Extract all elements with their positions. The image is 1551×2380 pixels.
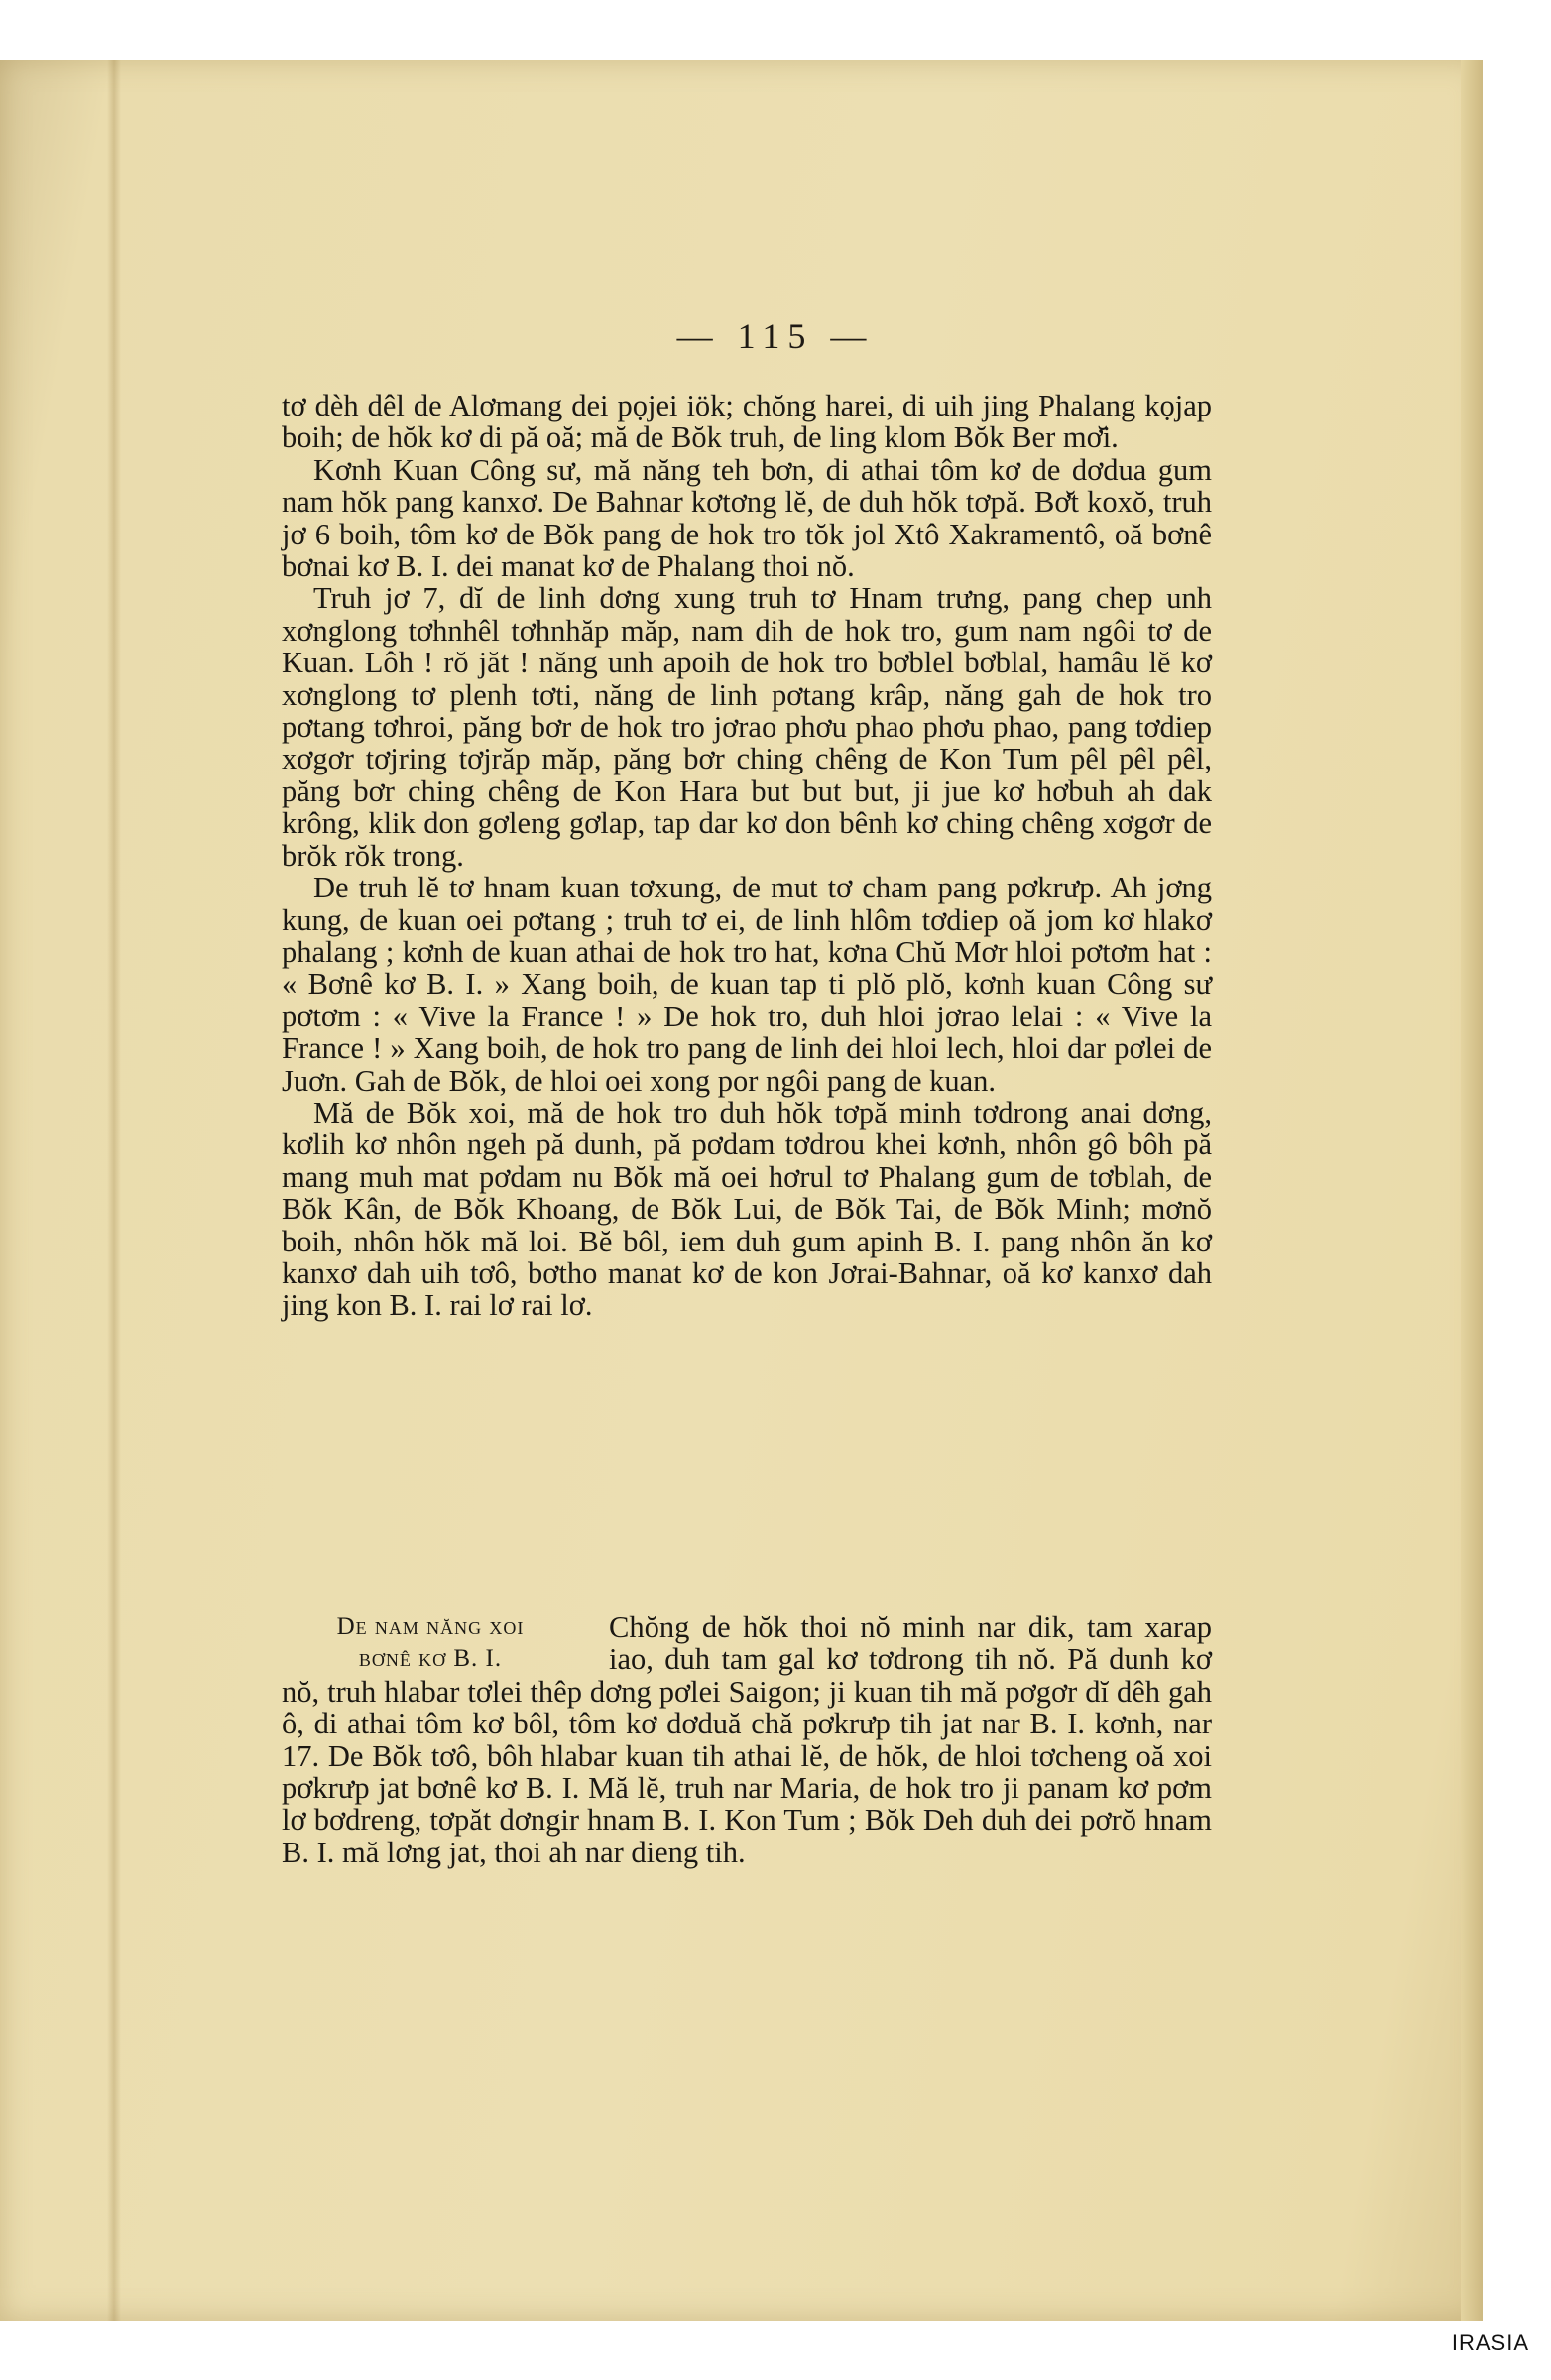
section-title-line: De nam năng xoi: [336, 1613, 525, 1640]
section-block: [282, 1611, 1212, 1868]
section-text: Chŏng de hŏk thoi nŏ minh nar dik, tam xarap iao, duh tam gal kơ tơdrong tih nŏ. Pă dunh kơ nŏ, truh hlabar tơlei thêp dơng pơlei Saigon; ji kuan tih mă pơgơr dĭ dêh gah ô, di athai tôm kơ bôl, tôm kơ dơduă chă pơkrưp tih jat nar B. I. kơnh, nar 17. De Bŏk tơô, bôh hlabar kuan tih athai lĕ, de hŏk, de hloi tơcheng oă xoi pơkrưp jat bơnê kơ B. I. Mă lĕ, truh nar Maria, de hok tro ji panam kơ pơm lơ bơdreng, tơpăt dơngir hnam B. I. Kon Tum ; Bŏk Deh duh dei pơrŏ hnam B. I. mă lơng jat, thoi ah nar dieng tih.: [282, 1610, 1212, 1869]
page-number: — 115 —: [676, 316, 875, 356]
body-text: [282, 390, 1212, 1322]
section-title: [282, 1611, 579, 1676]
section-title-line: bơnê kơ B. I.: [358, 1645, 503, 1673]
page-edge: [1461, 60, 1483, 2320]
archive-watermark: IRASIA: [1451, 2330, 1529, 2355]
paragraph: Kơnh Kuan Công sư, mă năng teh bơn, di athai tôm kơ de dơdua gum nam hŏk pang kanxơ. De Bahnar kơtơng lĕ, de duh hŏk tơpă. Bơ̆t koxŏ, truh jơ 6 boih, tôm kơ de Bŏk pang de hok tro tŏk jol Xtô Xakramentô, oă bơnê bơnai kơ B. I. dei manat kơ de Phalang thoi nŏ.: [282, 452, 1212, 584]
paragraph: tơ dèh dêl de Alơmang dei pọjei iök; chŏng harei, di uih jing Phalang kọjap boih; de hŏk kơ di pă oă; mă de Bŏk truh, de ling klom Bŏk Ber mơ̆i.: [282, 389, 1212, 455]
paragraph: Mă de Bŏk xoi, mă de hok tro duh hŏk tơpă minh tơdrong anai dơng, kơlih kơ nhôn ngeh pă dunh, pă pơdam tơdrou khei kơnh, nhôn gô bôh pă mang muh mat pơdam nu Bŏk mă oei hơrul tơ Phalang gum de tơblah, de Bŏk Kân, de Bŏk Khoang, de Bŏk Lui, de Bŏk Tai, de Bŏk Minh; mơnŏ boih, nhôn hŏk mă loi. Bĕ bôl, iem duh gum apinh B. I. pang nhôn ăn kơ kanxơ dah uih tơô, bơtho manat kơ de kon Jơrai-Bahnar, oă kơ kanxơ dah jing kon B. I. rai lơ rai lơ.: [282, 1095, 1212, 1323]
paragraph: De truh lĕ tơ hnam kuan tơxung, de mut tơ cham pang pơkrưp. Ah jơng kung, de kuan oei pơtang ; truh tơ ei, de linh hlôm tơdiep oă jom kơ hlakơ phalang ; kơnh de kuan athai de hok tro hat, kơna Chŭ Mơr hloi pơtơm hat : « Bơnê kơ B. I. » Xang boih, de kuan tap ti plŏ plŏ, kơnh kuan Công sư pơtơm : « Vive la France ! » De hok tro, duh hloi jơrao lelai : « Vive la France ! » Xang boih, de hok tro pang de linh dei hloi lech, hloi dar pơlei de Juơn. Gah de Bŏk, de hloi oei xong por ngôi pang de kuan.: [282, 871, 1212, 1098]
page-fold: [107, 60, 121, 2320]
paragraph: Truh jơ 7, dĭ de linh dơng xung truh tơ Hnam trưng, pang chep unh xơnglong tơhnhêl tơhnhăp măp, nam dih de hok tro, gum nam ngôi tơ de Kuan. Lôh ! rŏ jăt ! năng unh apoih de hok tro bơblel bơblal, hamâu lĕ kơ xơnglong tơ plenh tơti, năng de linh pơtang krâp, năng gah de hok tro pơtang tơhroi, păng bơr de hok tro jơrao phơu phao phơu phao, pang tơdiep xơgơr tơjring tơjrăp măp, păng bơr ching chêng de Kon Tum pêl pêl pêl, păng bơr ching chêng de Kon Hara but but but, ji jue kơ hơbuh ah dak krông, klik don gơleng gơlap, tap dar kơ don bênh kơ ching chêng xơgơr de brŏk rŏk trong.: [282, 581, 1212, 873]
